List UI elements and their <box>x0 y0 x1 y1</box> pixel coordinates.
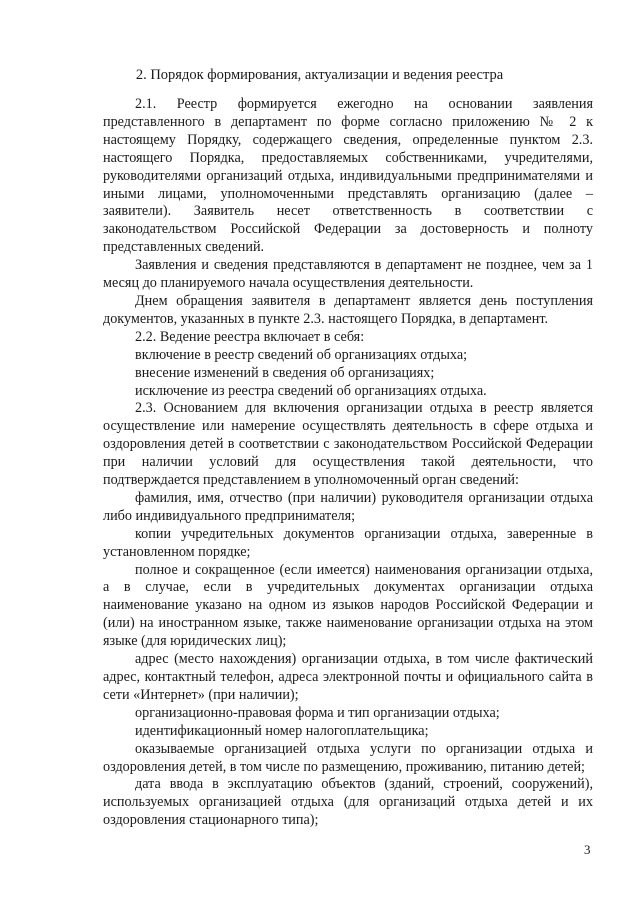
list-item-org-name: полное и сокращенное (если имеется) наименования организации отдыха, а в случае, если в учредительных документах организации отдыха наименование указано на одном из языков народов Российской Федерации и (или) на иностранном языке, также наименование организации отдыха на этом языке (для юридических лиц); <box>103 561 593 650</box>
list-item-exclusion: исключение из реестра сведений об организациях отдыха. <box>135 382 487 399</box>
list-item-founding-docs: копии учредительных документов организации отдыха, заверенные в установленном порядке; <box>103 525 593 560</box>
list-item-commissioning-date: дата ввода в эксплуатацию объектов (зданий, строений, сооружений), используемых организацией отдыха (для организаций отдыха детей и их оздоровления стационарного типа); <box>103 776 593 829</box>
paragraph-2-2: 2.2. Ведение реестра включает в себя: <box>135 328 365 345</box>
paragraph-application-day: Днем обращения заявителя в департамент является день поступления документов, указанных в пункте 2.3. настоящего Порядка, в департамент. <box>103 292 593 327</box>
section-heading: 2. Порядок формирования, актуализации и ведения реестра <box>135 67 504 83</box>
list-item-services: оказываемые организацией отдыха услуги по организации отдыха и оздоровления детей, в том числе по размещению, проживанию, питанию детей; <box>103 740 593 775</box>
body-text <box>103 96 593 830</box>
page-number: 3 <box>584 842 591 857</box>
list-item-changes: внесение изменений в сведения об организациях; <box>135 364 435 381</box>
list-item-legal-form: организационно-правовая форма и тип организации отдыха; <box>135 704 500 721</box>
list-item-full-name: фамилия, имя, отчество (при наличии) руководителя организации отдыха либо индивидуального предпринимателя; <box>103 489 593 524</box>
list-item-inclusion: включение в реестр сведений об организациях отдыха; <box>135 346 468 363</box>
list-item-address: адрес (место нахождения) организации отдыха, в том числе фактический адрес, контактный телефон, адреса электронной почты и официального сайта в сети «Интернет» (при наличии); <box>103 651 593 703</box>
paragraph-2-3: 2.3. Основанием для включения организации отдыха в реестр является осуществление или намерение осуществлять деятельность в сфере отдыха и оздоровления детей в соответствии с законодательством Российской Федерации при наличии условий для осуществления такой деятельности, что подтверждается представлением в уполномоченный орган сведений: <box>103 400 593 489</box>
list-item-tax-id: идентификационный номер налогоплательщика; <box>135 722 429 739</box>
paragraph-deadline: Заявления и сведения представляются в департамент не позднее, чем за 1 месяц до планируемого начала осуществления деятельности. <box>103 257 593 292</box>
paragraph-2-1: 2.1. Реестр формируется ежегодно на основании заявления представленного в департамент по форме согласно приложению № 2 к настоящему Порядку, содержащего сведения, определенные пунктом 2.3. настоящего Порядка, предоставляемых собственниками, учредителями, руководителями организаций отдыха, индивидуальными предпринимателями и иными лицами, уполномоченными представлять организацию (далее – заявители). Заявитель несет ответственность в соответствии с законодательством Российской Федерации за достоверность и полноту представленных сведений. <box>103 96 593 256</box>
